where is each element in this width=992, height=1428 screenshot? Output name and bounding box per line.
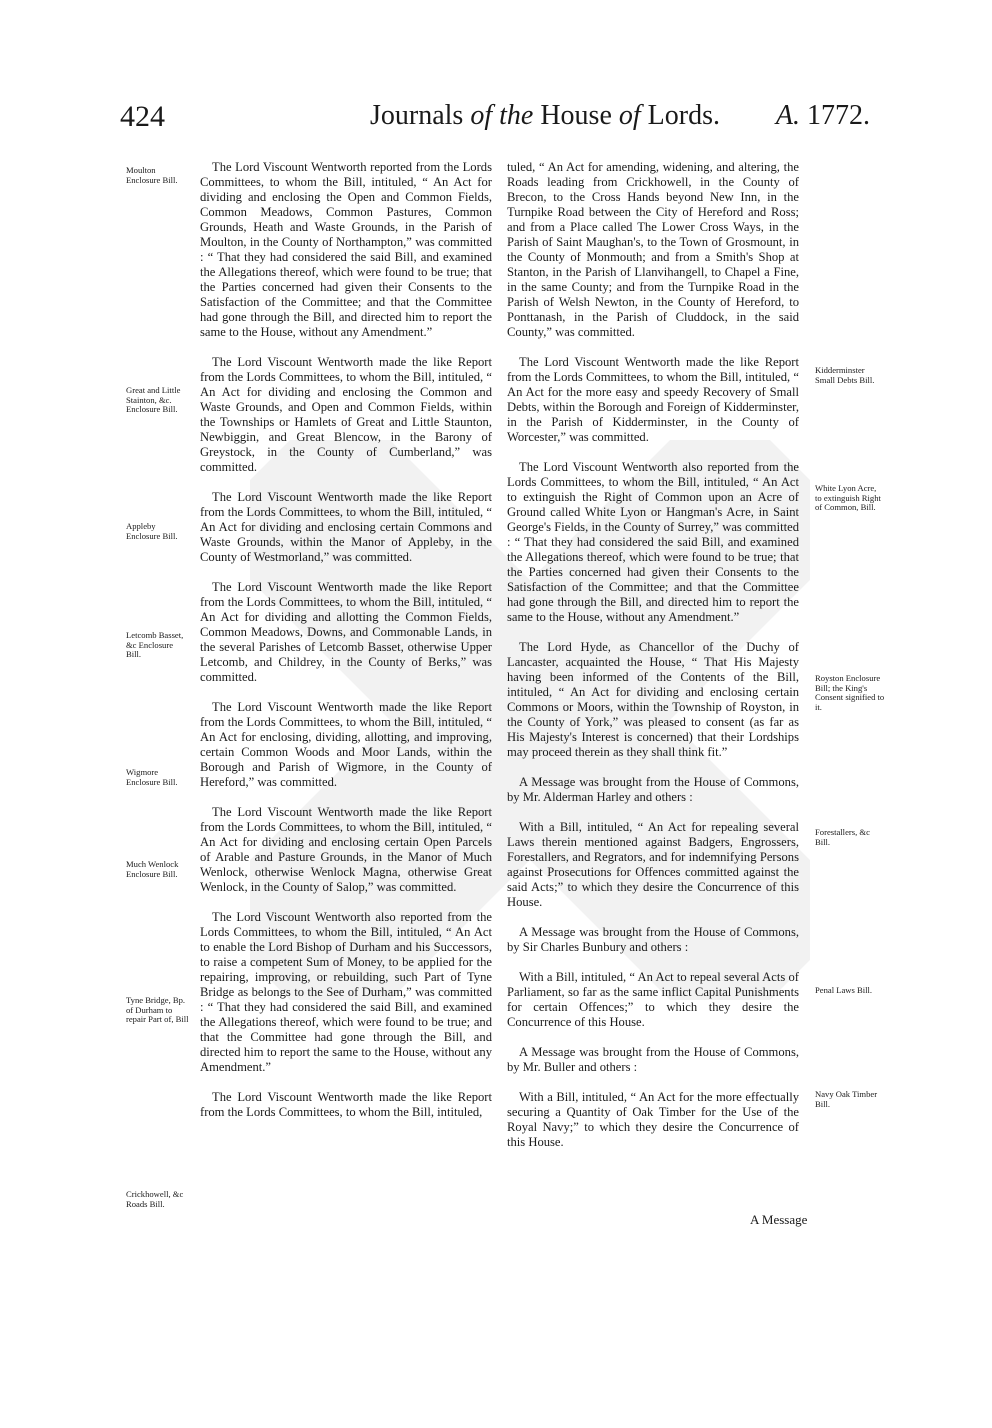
margin-note: Royston Enclosure Bill; the King's Consent signified to it. bbox=[815, 673, 885, 712]
title-part: House bbox=[533, 100, 619, 131]
margin-note: Wigmore Enclosure Bill. bbox=[126, 767, 178, 787]
paragraph: The Lord Hyde, as Chancellor of the Duchy of Lancaster, acquainted the House, “ That His Majesty having been informed of the Contents of the Bill, intituled, “ An Act for dividing and enclosing certain Commons or Moors, within the Township of Royston, in the County of York,” was pleased to consent (as far as His Majesty's Interest is concerned) that their Lordships may proceed therein as they shall think fit.” bbox=[507, 640, 799, 759]
paragraph: The Lord Viscount Wentworth also reported from the Lords Committees, to whom the Bill, intituled, “ An Act to extinguish the Right of Common upon an Acre of Ground called White Lyon or Hangman's Acre, in Saint George's Fields, in the County of Surrey,” was committed : “ That they had considered the said Bill, and examined the Allegations thereof, which were found to be true; that the Parties concerned had given their Consents to the Satisfaction of the Committee; and that the Committee had gone through the Bill, and directed him to report the same to the House, without any Amendment.” bbox=[507, 460, 799, 624]
title-part: of bbox=[618, 100, 641, 131]
page-title bbox=[370, 100, 720, 132]
year-prefix: A. bbox=[775, 100, 800, 131]
page-header bbox=[120, 98, 870, 142]
margin-note: White Lyon Acre, to extinguish Right of Common, Bill. bbox=[815, 483, 881, 512]
margin-note: Appleby Enclosure Bill. bbox=[126, 521, 178, 541]
margin-note: Tyne Bridge, Bp. of Durham to repair Part of, Bill bbox=[126, 995, 189, 1024]
paragraph: The Lord Viscount Wentworth made the like Report from the Lords Committees, to whom the Bill, intituled, “ An Act for enclosing, dividing, allotting, and improving, certain Common Woods and Moor Lands, within the Borough and Parish of Wigmore, in the County of Hereford,” was committed. bbox=[200, 700, 492, 789]
paragraph: The Lord Viscount Wentworth made the like Report from the Lords Committees, to whom the Bill, intituled, “ An Act for dividing and enclosing the Common and Waste Grounds, and Open and Common Fields, within the Townships or Hamlets of Great and Little Staunton, Newbiggin, and Great Blencow, in the Barony of Greystock, in the County of Cumberland,” was committed. bbox=[200, 355, 492, 474]
paragraph: With a Bill, intituled, “ An Act for the more effectually securing a Quantity of Oak Timber for the Use of the Royal Navy;” to which they desire the Concurrence of this House. bbox=[507, 1090, 799, 1149]
paragraph: The Lord Viscount Wentworth made the like Report from the Lords Committees, to whom the Bill, intituled, bbox=[200, 1090, 492, 1119]
margin-note: Crickhowell, &c Roads Bill. bbox=[126, 1189, 184, 1209]
paragraph: A Message was brought from the House of Commons, by Mr. Buller and others : bbox=[507, 1045, 799, 1074]
paragraph: The Lord Viscount Wentworth made the like Report from the Lords Committees, to whom the Bill, intituled, “ An Act for dividing and enclosing certain Commons and Waste Grounds, within the Manor of Appleby, in the County of Westmorland,” was committed. bbox=[200, 490, 492, 564]
margin-note: Penal Laws Bill. bbox=[815, 985, 873, 995]
paragraph: With a Bill, intituled, “ An Act for repealing several Laws therein mentioned against Badgers, Engrossers, Forestallers, and Regrators, and for indemnifying Persons against Prosecutions for Offences committed against the said Acts;” to which they desire the Concurrence of this House. bbox=[507, 820, 799, 909]
paragraph: The Lord Viscount Wentworth made the like Report from the Lords Committees, to whom the Bill, intituled, “ An Act for dividing and enclosing certain Open Parcels of Arable and Pasture Grounds, in the Manor of Much Wenlock, otherwise Wenlock Magna, otherwise Great Wenlock, in the County of Salop,” was committed. bbox=[200, 805, 492, 894]
margin-note: Forestallers, &c Bill. bbox=[815, 827, 870, 847]
paragraph: With a Bill, intituled, “ An Act to repeal several Acts of Parliament, so far as the same inflict Capital Punishments for certain Offences;” to which they desire the Concurrence of this House. bbox=[507, 970, 799, 1029]
title-part: Lords. bbox=[640, 100, 720, 131]
catchword: A Message bbox=[750, 1212, 808, 1227]
margin-note: Great and Little Stainton, &c. Enclosure Bill. bbox=[126, 385, 181, 414]
year-value: 1772. bbox=[800, 100, 870, 131]
page-number: 424 bbox=[120, 100, 165, 133]
margin-note: Moulton Enclosure Bill. bbox=[126, 165, 178, 185]
paragraph: A Message was brought from the House of Commons, by Mr. Alderman Harley and others : bbox=[507, 775, 799, 804]
paragraph: The Lord Viscount Wentworth made the like Report from the Lords Committees, to whom the Bill, intituled, “ An Act for dividing and allotting the Common Fields, Common Meadows, Downs, and Commonable Lands, in the several Parishes of Letcomb Basset, otherwise Upper Letcomb, and Childrey, in the County of Berks,” was committed. bbox=[200, 580, 492, 684]
margin-note: Kidderminster Small Debts Bill. bbox=[815, 365, 875, 385]
margin-note: Much Wenlock Enclosure Bill. bbox=[126, 859, 179, 879]
paragraph: tuled, “ An Act for amending, widening, and altering, the Roads leading from Crickhowell, in the County of Brecon, to the Cross Hands beyond New Inn, in the Turnpike Road between the City of Hereford and Ross; and from a Place called The Lower Cross Ways, in the Parish of Saint Maughan's, to the Town of Grosmount, in the County of Monmouth; and from a Smith's Shop at Stanton, in the Parish of Llanvihangell, to Chapel a Fine, in the same County; and from the Turnpike Road in the Parish of Welsh Newton, in the County of Hereford, to Ponttanash, in the Parish of Cluddock, in the said County,” was committed. bbox=[507, 160, 799, 339]
paragraph: The Lord Viscount Wentworth made the like Report from the Lords Committees, to whom the Bill, intituled, “ An Act for the more easy and speedy Recovery of Small Debts, within the Borough and Foreign of Kidderminster, in the Parish of Kidderminster, in the County of Worcester,” was committed. bbox=[507, 355, 799, 444]
margin-note: Letcomb Basset, &c Enclosure Bill. bbox=[126, 630, 184, 659]
title-part: Journals bbox=[370, 100, 471, 131]
paragraph: A Message was brought from the House of Commons, by Sir Charles Bunbury and others : bbox=[507, 925, 799, 954]
margin-note: Navy Oak Timber Bill. bbox=[815, 1089, 878, 1109]
paragraph: The Lord Viscount Wentworth also reported from the Lords Committees, to whom the Bill, intituled, “ An Act to enable the Lord Bishop of Durham and his Successors, to raise a competent Sum of Money, to be applied for the repairing, improving, or rebuilding, such Part of Tyne Bridge as belongs to the See of Durham,” was committed : “ That they had considered the said Bill, and examined the Allegations thereof, which were found to be true; and that the Committee had gone through the Bill, and directed him to report the same to the House, without any Amendment.” bbox=[200, 910, 492, 1074]
title-part: of the bbox=[470, 100, 534, 131]
left-column bbox=[200, 160, 492, 1135]
right-column bbox=[507, 160, 799, 1165]
page-year bbox=[776, 100, 870, 132]
paragraph: The Lord Viscount Wentworth reported from the Lords Committees, to whom the Bill, intituled, “ An Act for dividing and enclosing the Open and Common Fields, Common Meadows, Common Pastures, Common Grounds, Heath and Waste Grounds, in the Parish of Moulton, in the County of Northampton,” was committed : “ That they had considered the said Bill, and examined the Allegations thereof, which were found to be true; that the Parties concerned had given their Consents to the Satisfaction of the Committee; and that the Committee had gone through the Bill, and directed him to report the same to the House, without any Amendment.” bbox=[200, 160, 492, 339]
